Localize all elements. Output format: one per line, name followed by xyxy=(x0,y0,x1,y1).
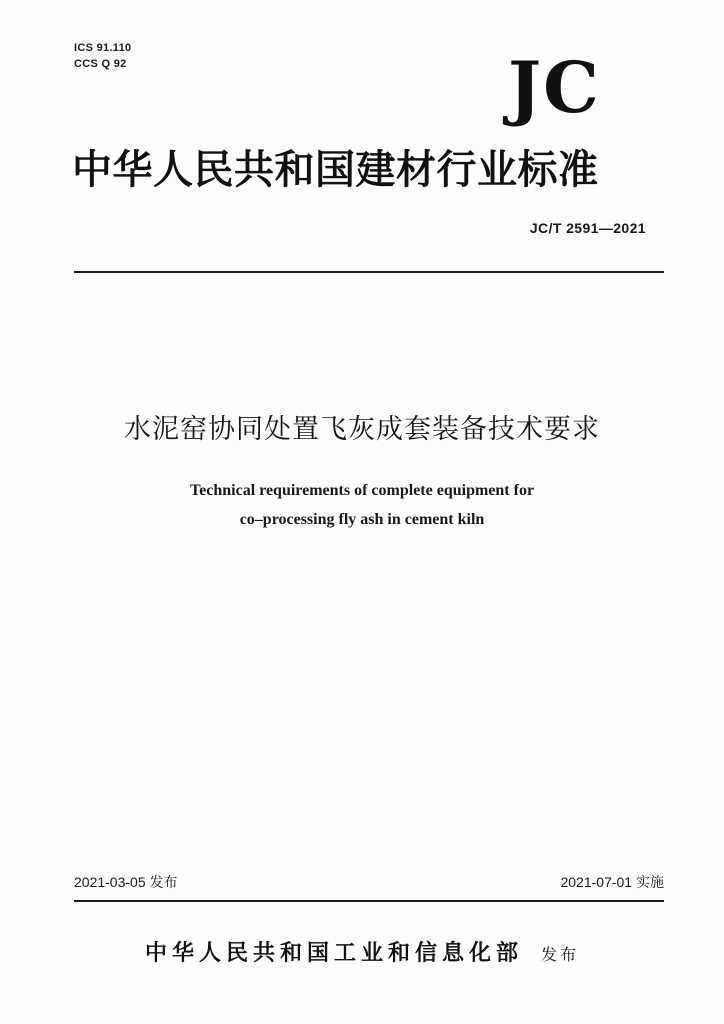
title-english-line2: co–processing fly ash in cement kiln xyxy=(239,511,485,528)
issuer-line xyxy=(0,936,724,967)
standard-category: 中华人民共和国建材行业标准 xyxy=(72,146,599,193)
ics-code: ICS 91.110 xyxy=(74,42,132,54)
issuer-action: 发布 xyxy=(541,945,580,964)
ccs-code: CCS Q 92 xyxy=(74,58,127,70)
top-divider xyxy=(74,271,664,273)
jc-logo: JC xyxy=(508,46,601,129)
implementation-date: 2021-07-01 实施 xyxy=(560,874,664,890)
title-english-line1: Technical requirements of complete equipment for xyxy=(189,482,535,499)
bottom-divider xyxy=(74,900,664,902)
issue-date: 2021-03-05 发布 xyxy=(74,874,178,890)
issuer-name: 中华人民共和国工业和信息化部 xyxy=(144,941,523,966)
standard-number: JC/T 2591—2021 xyxy=(529,220,646,236)
title-chinese: 水泥窑协同处置飞灰成套装备技术要求 xyxy=(124,414,600,445)
